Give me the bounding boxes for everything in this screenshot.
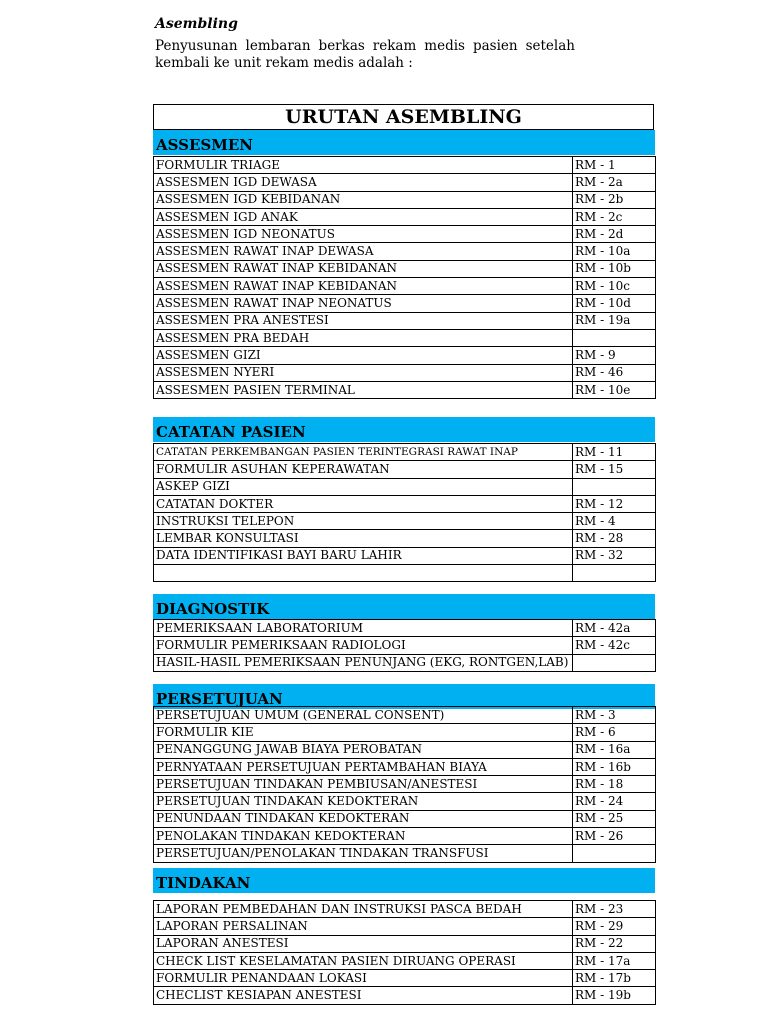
table-row xyxy=(154,295,656,312)
form-code-cell xyxy=(573,329,656,346)
table-row xyxy=(154,776,656,793)
table-row xyxy=(154,191,656,208)
table-row xyxy=(154,547,656,564)
table-row xyxy=(154,952,656,969)
table-row xyxy=(154,901,656,918)
table-row xyxy=(154,565,656,582)
form-name-cell: ASSESMEN PRA ANESTESI xyxy=(154,312,573,329)
form-name-cell: LAPORAN ANESTESI xyxy=(154,935,573,952)
form-name-cell xyxy=(154,565,573,582)
form-code-cell xyxy=(573,845,656,862)
table-row xyxy=(154,226,656,243)
form-name-cell: FORMULIR KIE xyxy=(154,724,573,741)
form-name-cell: ASSESMEN PRA BEDAH xyxy=(154,329,573,346)
form-name-cell: PENOLAKAN TINDAKAN KEDOKTERAN xyxy=(154,828,573,845)
table-row xyxy=(154,620,656,637)
form-code-cell: RM - 10b xyxy=(573,260,656,277)
table-row xyxy=(154,478,656,495)
tindakan-table xyxy=(153,900,656,1005)
form-name-cell: ASSESMEN RAWAT INAP KEBIDANAN xyxy=(154,260,573,277)
table-row xyxy=(154,828,656,845)
form-code-cell: RM - 24 xyxy=(573,793,656,810)
form-code-cell: RM - 2b xyxy=(573,191,656,208)
form-code-cell: RM - 12 xyxy=(573,495,656,512)
form-name-cell: FORMULIR PENANDAAN LOKASI xyxy=(154,970,573,987)
form-name-cell: PENUNDAAN TINDAKAN KEDOKTERAN xyxy=(154,810,573,827)
table-row xyxy=(154,935,656,952)
form-name-cell: PERSETUJUAN TINDAKAN KEDOKTERAN xyxy=(154,793,573,810)
table-row xyxy=(154,364,656,381)
form-code-cell: RM - 19b xyxy=(573,987,656,1004)
form-code-cell xyxy=(573,565,656,582)
form-name-cell: ASSESMEN PASIEN TERMINAL xyxy=(154,381,573,398)
table-row xyxy=(154,845,656,862)
form-code-cell: RM - 19a xyxy=(573,312,656,329)
catatan-pasien-table xyxy=(153,443,656,582)
section-header-diagnostik: DIAGNOSTIK xyxy=(153,594,655,619)
form-name-cell: CATATAN DOKTER xyxy=(154,495,573,512)
form-code-cell: RM - 6 xyxy=(573,724,656,741)
table-row xyxy=(154,741,656,758)
form-name-cell: PEMERIKSAAN LABORATORIUM xyxy=(154,620,573,637)
table-row xyxy=(154,637,656,654)
table-row xyxy=(154,758,656,775)
form-code-cell: RM - 9 xyxy=(573,347,656,364)
table-row xyxy=(154,513,656,530)
form-code-cell: RM - 17b xyxy=(573,970,656,987)
table-row xyxy=(154,381,656,398)
form-code-cell: RM - 17a xyxy=(573,952,656,969)
form-name-cell: ASKEP GIZI xyxy=(154,478,573,495)
table-row xyxy=(154,918,656,935)
table-row xyxy=(154,707,656,724)
persetujuan-table xyxy=(153,706,656,863)
assesmen-table xyxy=(153,156,656,399)
form-code-cell: RM - 15 xyxy=(573,461,656,478)
form-name-cell: ASSESMEN IGD ANAK xyxy=(154,208,573,225)
form-code-cell: RM - 11 xyxy=(573,444,656,461)
form-name-cell: ASSESMEN RAWAT INAP DEWASA xyxy=(154,243,573,260)
table-row xyxy=(154,329,656,346)
form-code-cell: RM - 1 xyxy=(573,157,656,174)
form-name-cell: PENANGGUNG JAWAB BIAYA PEROBATAN xyxy=(154,741,573,758)
form-name-cell: ASSESMEN NYERI xyxy=(154,364,573,381)
form-code-cell: RM - 26 xyxy=(573,828,656,845)
form-code-cell: RM - 2c xyxy=(573,208,656,225)
form-code-cell: RM - 10d xyxy=(573,295,656,312)
table-row xyxy=(154,970,656,987)
form-code-cell: RM - 10c xyxy=(573,278,656,295)
table-row xyxy=(154,654,656,671)
table-row xyxy=(154,243,656,260)
table-row xyxy=(154,174,656,191)
form-code-cell: RM - 32 xyxy=(573,547,656,564)
intro-paragraph: Penyusunan lembaran berkas rekam medis pasien setelah kembali ke unit rekam medis adalah : xyxy=(155,38,575,71)
table-row xyxy=(154,793,656,810)
form-name-cell: ASSESMEN IGD NEONATUS xyxy=(154,226,573,243)
document-heading: Asembling xyxy=(155,16,238,32)
form-name-cell: ASSESMEN GIZI xyxy=(154,347,573,364)
form-name-cell: ASSESMEN IGD KEBIDANAN xyxy=(154,191,573,208)
section-header-assesmen: ASSESMEN xyxy=(153,130,655,155)
form-name-cell: ASSESMEN RAWAT INAP KEBIDANAN xyxy=(154,278,573,295)
form-code-cell: RM - 46 xyxy=(573,364,656,381)
form-code-cell: RM - 3 xyxy=(573,707,656,724)
form-name-cell: LAPORAN PEMBEDAHAN DAN INSTRUKSI PASCA BEDAH xyxy=(154,901,573,918)
table-row xyxy=(154,724,656,741)
table-row xyxy=(154,347,656,364)
table-row xyxy=(154,278,656,295)
form-name-cell: FORMULIR PEMERIKSAAN RADIOLOGI xyxy=(154,637,573,654)
form-code-cell: RM - 2d xyxy=(573,226,656,243)
table-row xyxy=(154,444,656,461)
form-name-cell: CHECLIST KESIAPAN ANESTESI xyxy=(154,987,573,1004)
form-code-cell: RM - 22 xyxy=(573,935,656,952)
table-row xyxy=(154,157,656,174)
table-row xyxy=(154,208,656,225)
form-code-cell: RM - 28 xyxy=(573,530,656,547)
table-row xyxy=(154,461,656,478)
form-code-cell: RM - 16b xyxy=(573,758,656,775)
table-title: URUTAN ASEMBLING xyxy=(153,104,654,130)
table-row xyxy=(154,987,656,1004)
form-code-cell: RM - 29 xyxy=(573,918,656,935)
table-row xyxy=(154,495,656,512)
section-header-persetujuan: PERSETUJUAN xyxy=(153,684,655,709)
section-header-tindakan: TINDAKAN xyxy=(153,868,655,893)
form-code-cell: RM - 42a xyxy=(573,620,656,637)
form-code-cell: RM - 2a xyxy=(573,174,656,191)
form-name-cell: PERSETUJUAN UMUM (GENERAL CONSENT) xyxy=(154,707,573,724)
form-code-cell: RM - 18 xyxy=(573,776,656,793)
form-name-cell: CHECK LIST KESELAMATAN PASIEN DIRUANG OPERASI xyxy=(154,952,573,969)
form-name-cell: LAPORAN PERSALINAN xyxy=(154,918,573,935)
form-name-cell: ASSESMEN IGD DEWASA xyxy=(154,174,573,191)
form-code-cell xyxy=(573,654,656,671)
form-code-cell: RM - 4 xyxy=(573,513,656,530)
form-name-cell: PERSETUJUAN/PENOLAKAN TINDAKAN TRANSFUSI xyxy=(154,845,573,862)
section-header-catatan-pasien: CATATAN PASIEN xyxy=(153,417,655,442)
form-name-cell: INSTRUKSI TELEPON xyxy=(154,513,573,530)
form-code-cell: RM - 10e xyxy=(573,381,656,398)
form-code-cell: RM - 23 xyxy=(573,901,656,918)
table-row xyxy=(154,530,656,547)
form-code-cell: RM - 16a xyxy=(573,741,656,758)
form-name-cell: CATATAN PERKEMBANGAN PASIEN TERINTEGRASI RAWAT INAP xyxy=(154,444,573,461)
form-name-cell: FORMULIR ASUHAN KEPERAWATAN xyxy=(154,461,573,478)
form-name-cell: HASIL-HASIL PEMERIKSAAN PENUNJANG (EKG, RONTGEN,LAB) xyxy=(154,654,573,671)
form-name-cell: PERNYATAAN PERSETUJUAN PERTAMBAHAN BIAYA xyxy=(154,758,573,775)
form-code-cell: RM - 25 xyxy=(573,810,656,827)
table-row xyxy=(154,260,656,277)
table-row xyxy=(154,810,656,827)
form-name-cell: ASSESMEN RAWAT INAP NEONATUS xyxy=(154,295,573,312)
form-name-cell: PERSETUJUAN TINDAKAN PEMBIUSAN/ANESTESI xyxy=(154,776,573,793)
diagnostik-table xyxy=(153,619,656,672)
table-row xyxy=(154,312,656,329)
form-name-cell: DATA IDENTIFIKASI BAYI BARU LAHIR xyxy=(154,547,573,564)
form-code-cell xyxy=(573,478,656,495)
form-code-cell: RM - 10a xyxy=(573,243,656,260)
form-name-cell: FORMULIR TRIAGE xyxy=(154,157,573,174)
form-code-cell: RM - 42c xyxy=(573,637,656,654)
form-name-cell: LEMBAR KONSULTASI xyxy=(154,530,573,547)
